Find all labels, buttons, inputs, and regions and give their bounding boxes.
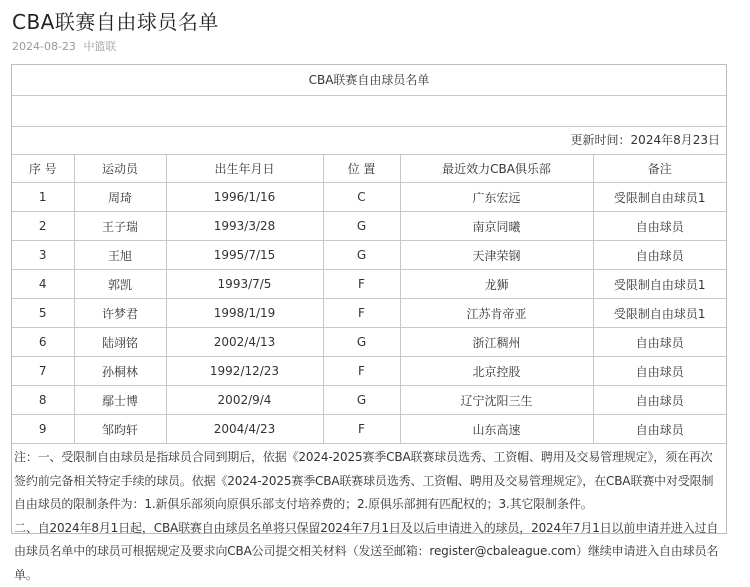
cell-club: 辽宁沈阳三生 — [400, 386, 593, 415]
table-row — [12, 386, 726, 415]
cell-player: 鄢士博 — [74, 386, 166, 415]
table-row — [12, 328, 726, 357]
cell-remark: 受限制自由球员1 — [593, 270, 726, 299]
table-row — [12, 241, 726, 270]
table-row — [12, 357, 726, 386]
article-date: 2024-08-23 — [12, 40, 76, 53]
cell-birthdate: 1998/1/19 — [166, 299, 323, 328]
table-row — [12, 270, 726, 299]
cell-birthdate: 1995/7/15 — [166, 241, 323, 270]
cell-remark: 自由球员 — [593, 386, 726, 415]
cell-position: F — [323, 357, 400, 386]
note-list-policy: 二、自2024年8月1日起，CBA联赛自由球员名单将只保留2024年7月1日及以后申请进入的球员，2024年7月1日以前申请并进入过自由球员名单中的球员可根据规定及要求向CBA公司提交相关材料（发送至邮箱：register@cbaleague.com）继续申请进入自由球员名单。 — [14, 517, 721, 587]
table-row — [12, 299, 726, 328]
cell-number: 9 — [12, 415, 74, 444]
cell-remark: 自由球员 — [593, 415, 726, 444]
cell-player: 郭凯 — [74, 270, 166, 299]
cell-club: 天津荣钢 — [400, 241, 593, 270]
article-title: CBA联赛自由球员名单 — [12, 6, 219, 35]
cell-position: F — [323, 415, 400, 444]
cell-remark: 自由球员 — [593, 328, 726, 357]
header-number: 序 号 — [12, 155, 74, 183]
free-agent-document — [11, 64, 727, 534]
update-time-row — [12, 127, 726, 155]
cell-position: G — [323, 386, 400, 415]
article-meta — [12, 38, 120, 54]
cell-remark: 自由球员 — [593, 241, 726, 270]
header-position: 位 置 — [323, 155, 400, 183]
cell-number: 6 — [12, 328, 74, 357]
cell-club: 江苏肯帝亚 — [400, 299, 593, 328]
cell-number: 3 — [12, 241, 74, 270]
cell-position: F — [323, 270, 400, 299]
table-row — [12, 183, 726, 212]
table-row — [12, 415, 726, 444]
cell-position: G — [323, 212, 400, 241]
cell-remark: 受限制自由球员1 — [593, 183, 726, 212]
cell-birthdate: 2004/4/23 — [166, 415, 323, 444]
cell-player: 王子瑞 — [74, 212, 166, 241]
cell-player: 陆翊铭 — [74, 328, 166, 357]
header-player: 运动员 — [74, 155, 166, 183]
notes — [12, 444, 726, 587]
cell-number: 5 — [12, 299, 74, 328]
article-source[interactable]: 中篮联 — [83, 40, 116, 53]
note-restricted-definition: 注：一、受限制自由球员是指球员合同到期后，依据《2024-2025赛季CBA联赛球员选秀、工资帽、聘用及交易管理规定》，须在再次签约前完备相关特定手续的球员。依据《2024-2025赛季CBA联赛球员选秀、工资帽、聘用及交易管理规定》，在CBA联赛中对受限制自由球员的限制条件为：1.新俱乐部须向原俱乐部支付培养费的；2.原俱乐部拥有匹配权的；3.其它限制条件。 — [14, 446, 721, 517]
cell-position: F — [323, 299, 400, 328]
document-caption: CBA联赛自由球员名单 — [12, 65, 726, 96]
cell-birthdate: 2002/4/13 — [166, 328, 323, 357]
player-table — [12, 155, 726, 444]
cell-position: G — [323, 241, 400, 270]
cell-birthdate: 2002/9/4 — [166, 386, 323, 415]
cell-number: 4 — [12, 270, 74, 299]
cell-club: 龙狮 — [400, 270, 593, 299]
cell-birthdate: 1992/12/23 — [166, 357, 323, 386]
cell-number: 1 — [12, 183, 74, 212]
cell-remark: 自由球员 — [593, 212, 726, 241]
cell-remark: 受限制自由球员1 — [593, 299, 726, 328]
cell-player: 许梦君 — [74, 299, 166, 328]
cell-remark: 自由球员 — [593, 357, 726, 386]
cell-club: 北京控股 — [400, 357, 593, 386]
table-header-row — [12, 155, 726, 183]
table-row — [12, 212, 726, 241]
cell-position: C — [323, 183, 400, 212]
header-remark: 备注 — [593, 155, 726, 183]
cell-number: 2 — [12, 212, 74, 241]
cell-player: 王旭 — [74, 241, 166, 270]
cell-club: 广东宏远 — [400, 183, 593, 212]
header-club: 最近效力CBA俱乐部 — [400, 155, 593, 183]
update-label: 更新时间： — [571, 133, 631, 147]
cell-player: 孙桐林 — [74, 357, 166, 386]
header-birthdate: 出生年月日 — [166, 155, 323, 183]
cell-number: 7 — [12, 357, 74, 386]
cell-club: 山东高速 — [400, 415, 593, 444]
cell-position: G — [323, 328, 400, 357]
cell-birthdate: 1993/3/28 — [166, 212, 323, 241]
cell-player: 周琦 — [74, 183, 166, 212]
cell-birthdate: 1996/1/16 — [166, 183, 323, 212]
cell-club: 南京同曦 — [400, 212, 593, 241]
update-date: 2024年8月23日 — [631, 133, 720, 147]
cell-club: 浙江稠州 — [400, 328, 593, 357]
cell-birthdate: 1993/7/5 — [166, 270, 323, 299]
cell-player: 邹昀轩 — [74, 415, 166, 444]
cell-number: 8 — [12, 386, 74, 415]
blank-row — [12, 96, 726, 127]
